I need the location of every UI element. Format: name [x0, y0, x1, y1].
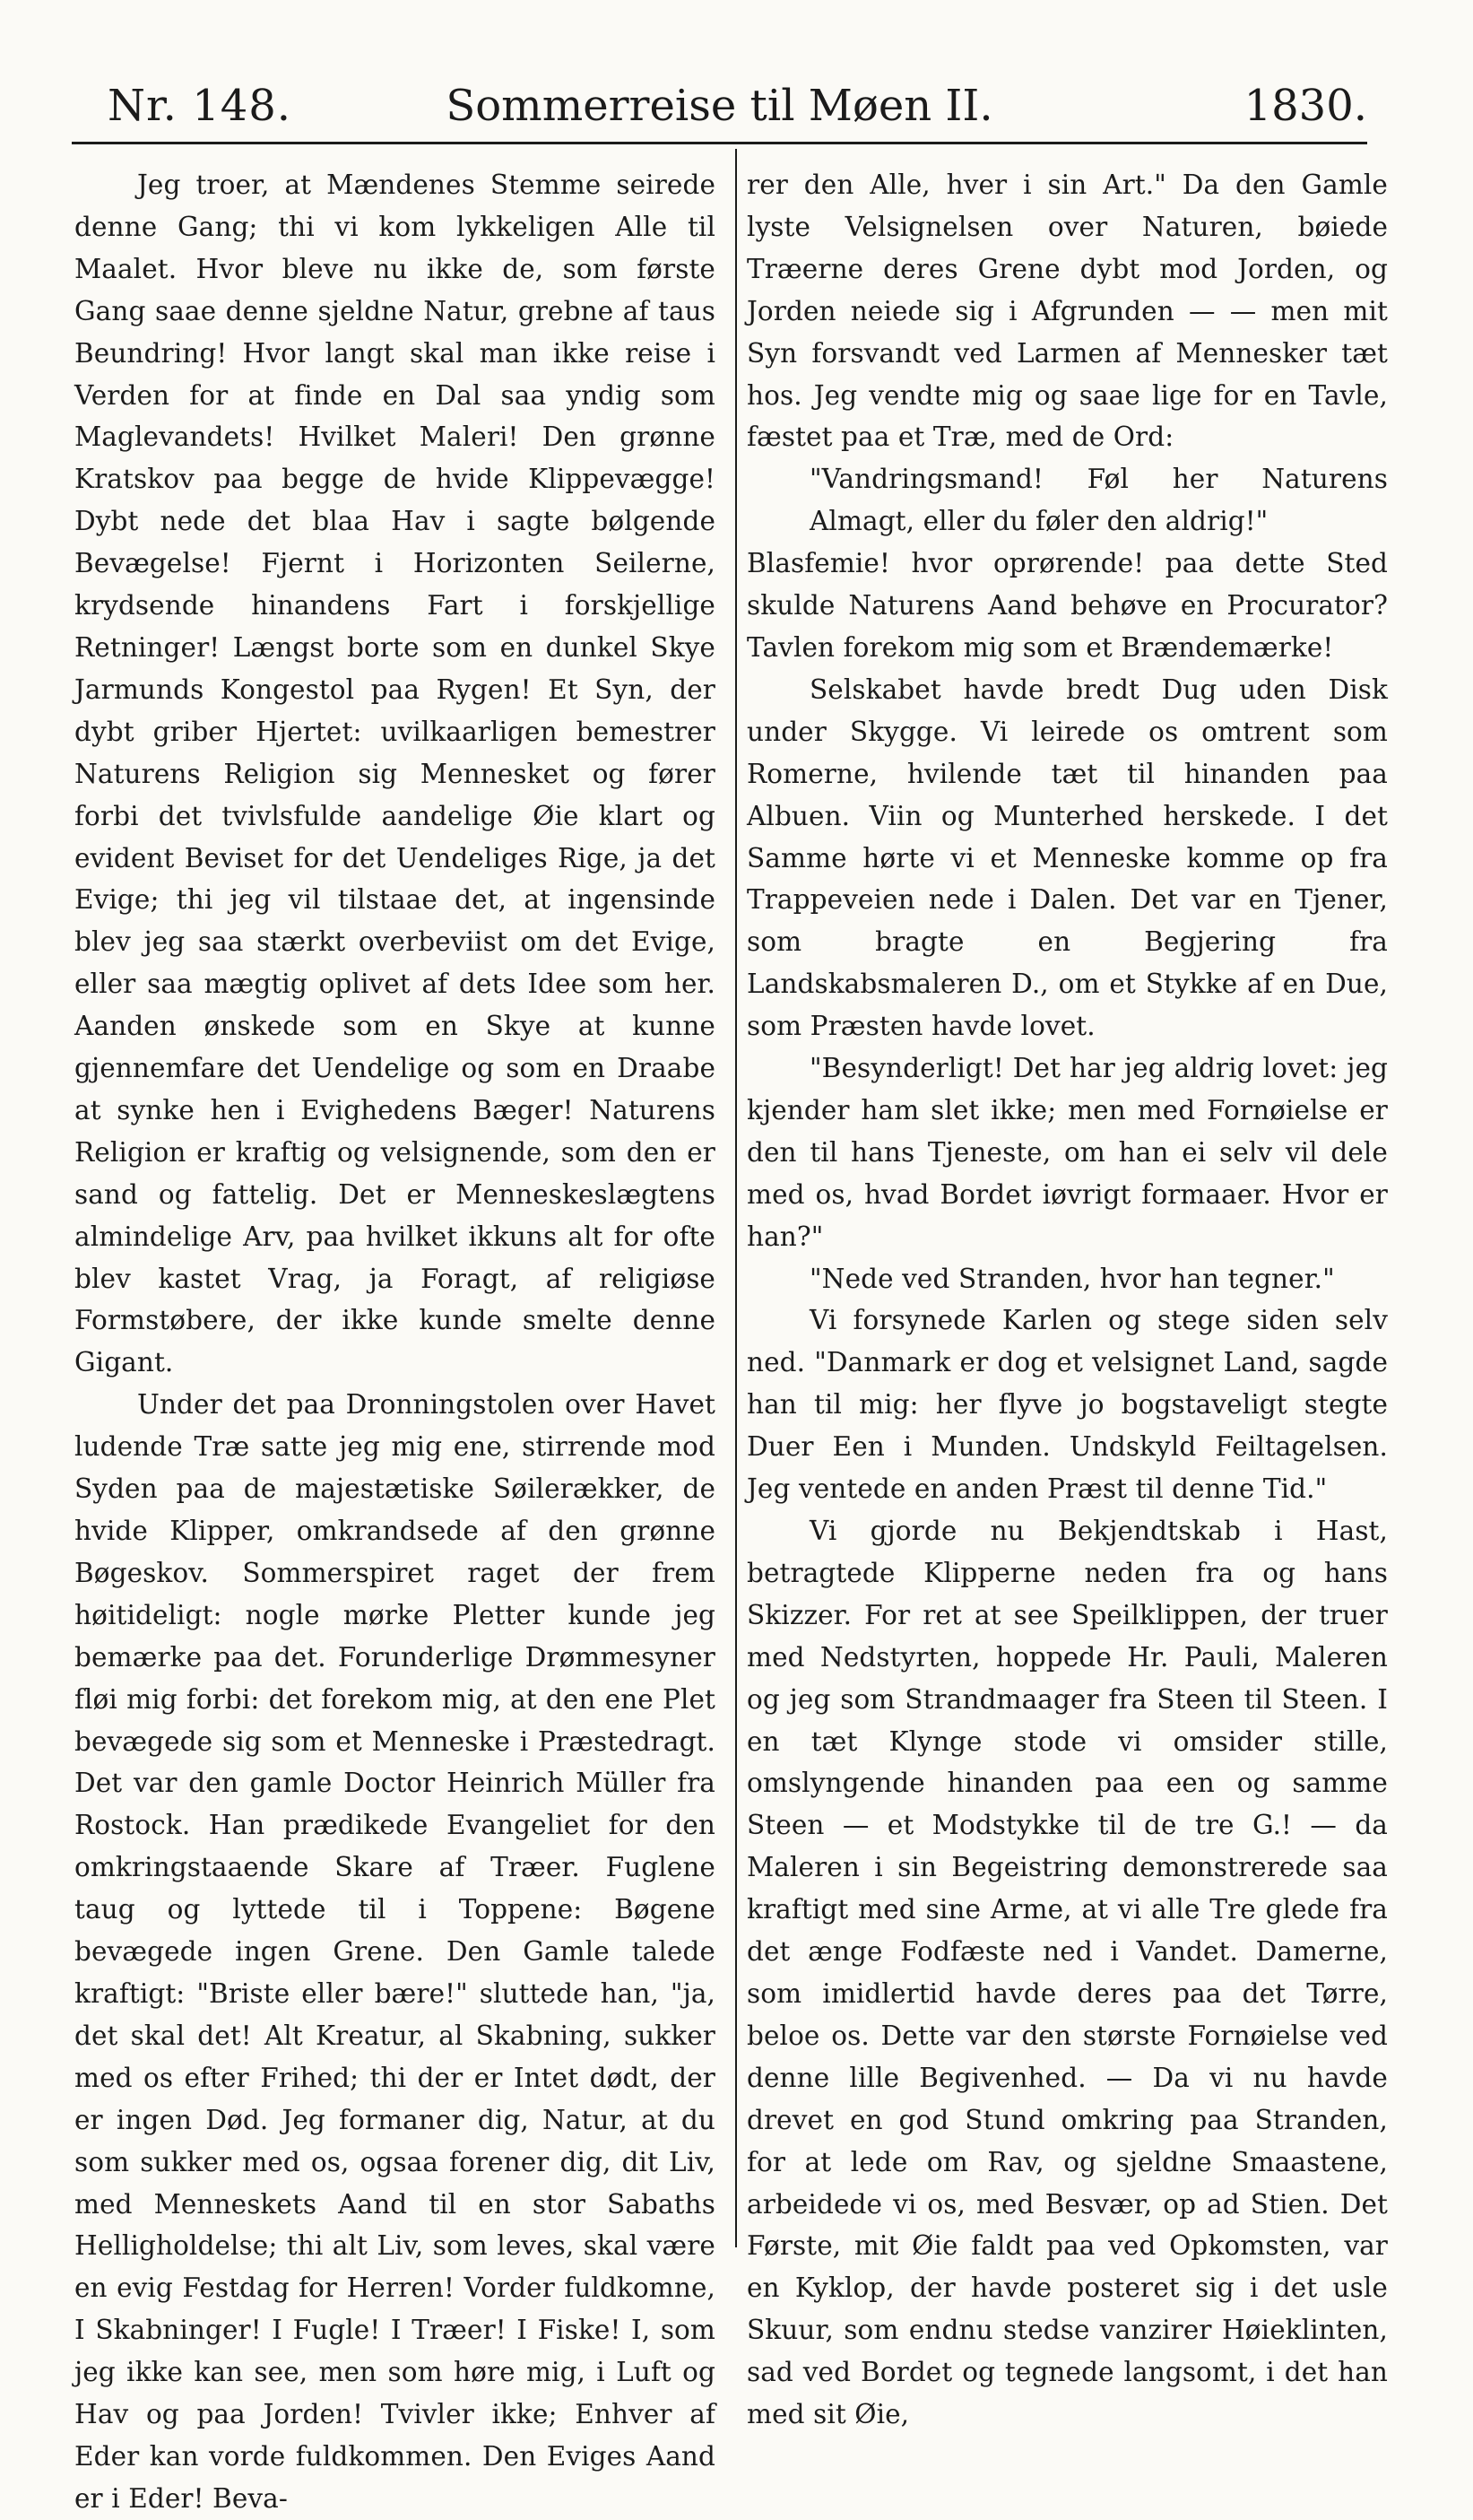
running-title: Sommerreise til Møen II. — [446, 81, 993, 131]
right-paragraph-2: Blasfemie! hvor oprørende! paa dette Sted skulde Naturens Aand behøve en Procurator? Tavlen forekom mig som et Brændemærke! — [747, 548, 1388, 663]
year: 1830. — [1243, 81, 1367, 131]
column-divider — [735, 149, 737, 2247]
right-paragraph-3: Selskabet havde bredt Dug uden Disk under Skygge. Vi leirede os omtrent som Romerne, hvilende tæt til hinanden paa Albuen. Viin og Munterhed herskede. I det Samme hørte vi et Menneske komme op fra Trappeveien nede i Dalen. Det var en Tjener, som bragte en Begjering fra Landskabsmaleren D., om et Stykke af en Due, som Præsten havde lovet. — [747, 673, 1388, 1042]
right-paragraph-4: "Besynderligt! Det har jeg aldrig lovet: jeg kjender ham slet ikke; men med Fornøielse er den til hans Tjeneste, om han ei selv vil dele med os, hvad Bordet iøvrigt formaaer. Hvor er han?" — [747, 1053, 1388, 1252]
left-paragraph-2: Under det paa Dronningstolen over Havet ludende Træ satte jeg mig ene, stirrende mod Syden paa de majestætiske Søilerækker, de hvide Klipper, omkrandsede af den grønne Bøgeskov. Sommerspiret raget der frem høitideligt: nogle mørke Pletter kunde jeg bemærke paa det. Forunderlige Drømmesyner fløi mig forbi: det forekom mig, at den ene Plet bevægede sig som et Menneske i Præstedragt. Det var den gamle Doctor Heinrich Müller fra Rostock. Han prædikede Evangeliet for den omkringstaaende Skare af Træer. Fuglene taug og lyttede til i Toppene: Bøgene bevægede ingen Grene. Den Gamle talede kraftigt: "Briste eller bære!" sluttede han, "ja, det skal det! Alt Kreatur, al Skabning, sukker med os efter Frihed; thi der er Intet dødt, der er ingen Død. Jeg formaner dig, Natur, at du som sukker med os, ogsaa forener dig, dit Liv, med Menneskets Aand til en stor Sabaths Helligholdelse; thi alt Liv, som leves, skal være en evig Festdag for Herren! Vorder fuldkomne, I Skabninger! I Fugle! I Træer! I Fiske! I, som jeg ikke kan see, men som høre mig, i Luft og Hav og paa Jorden! Tvivler ikke; Enhver af Eder kan vorde fuldkommen. Den Eviges Aand er i Eder! Beva- — [74, 1389, 715, 2514]
left-paragraph-1: Jeg troer, at Mændenes Stemme seirede denne Gang; thi vi kom lykkeligen Alle til Maalet. Hvor bleve nu ikke de, som første Gang saae denne sjeldne Natur, grebne af taus Beundring! Hvor langt skal man ikke reise i Verden for at finde en Dal saa yndig som Maglevandets! Hvilket Maleri! Den grønne Kratskov paa begge de hvide Klippevægge! Dybt nede det blaa Hav i sagte bølgende Bevægelse! Fjernt i Horizonten Seilerne, krydsende hinandens Fart i forskjellige Retninger! Længst borte som en dunkel Skye Jarmunds Kongestol paa Rygen! Et Syn, der dybt griber Hjertet: uvilkaarligen bemestrer Naturens Religion sig Mennesket og fører forbi det tvivlsfulde aandelige Øie klart og evident Beviset for det Uendeliges Rige, ja det Evige; thi jeg vil tilstaae det, at ingensinde blev jeg saa stærkt overbeviist om det Evige, eller saa mægtig oplivet af dets Idee som her. Aanden ønskede som en Skye at kunne gjennemfare det Uendelige og som en Draabe at synke hen i Evighedens Bæger! Naturens Religion er kraftig og velsignende, som den er sand og fattelig. Det er Menneskeslægtens almindelige Arv, paa hvilket ikkuns alt for ofte blev kastet Vrag, ja Foragt, af religiøse Formstøbere, der ikke kunde smelte denne Gigant. — [74, 169, 715, 1378]
right-paragraph-1: rer den Alle, hver i sin Art." Da den Gamle lyste Velsignelsen over Naturen, bøiede Træerne deres Grene dybt mod Jorden, og Jorden neiede sig i Afgrunden — — men mit Syn forsvandt ved Larmen af Mennesker tæt hos. Jeg vendte mig og saae lige for en Tavle, fæstet paa et Træ, med de Ord: — [747, 169, 1388, 453]
signboard-quote: "Vandringsmand! Føl her Naturens Almagt, eller du føler den aldrig!" — [810, 464, 1388, 537]
issue-number: Nr. 148. — [108, 81, 292, 131]
right-column — [747, 164, 1388, 2430]
right-paragraph-7: Vi gjorde nu Bekjendtskab i Hast, betragtede Klipperne neden fra og hans Skizzer. For ret at see Speilklippen, der truer med Nedstyrten, hoppede Hr. Pauli, Maleren og jeg som Strandmaager fra Steen til Steen. I en tæt Klynge stode vi omsider stille, omslyngende hinanden paa een og samme Steen — et Modstykke til de tre G.! — da Maleren i sin Begeistring demonstrerede saa kraftigt med sine Arme, at vi alle Tre glede fra det ænge Fodfæste ned i Vandet. Damerne, som imidlertid havde deres paa det Tørre, beloe os. Dette var den største Fornøielse ved denne lille Begivenhed. — Da vi nu havde drevet en god Stund omkring paa Stranden, for at lede om Rav, og sjeldne Smaastene, arbeidede vi os, med Besvær, op ad Stien. Det Første, mit Øie faldt paa ved Opkomsten, var en Kyklop, der havde posteret sig i det usle Skuur, som endnu stedse vanzirer Høieklinten, sad ved Bordet og tegnede langsomt, i det han med sit Øie, — [747, 1516, 1388, 2430]
page-header — [72, 79, 1367, 133]
right-paragraph-5: "Nede ved Stranden, hvor han tegner." — [810, 1263, 1335, 1294]
right-paragraph-6: Vi forsynede Karlen og stege siden selv ned. "Danmark er dog et velsignet Land, sagde han til mig: her flyve jo bogstaveligt stegte Duer Een i Munden. Undskyld Feiltagelsen. Jeg ventede en anden Præst til denne Tid." — [747, 1305, 1388, 1505]
left-column — [74, 164, 715, 2514]
header-rule — [72, 142, 1367, 144]
